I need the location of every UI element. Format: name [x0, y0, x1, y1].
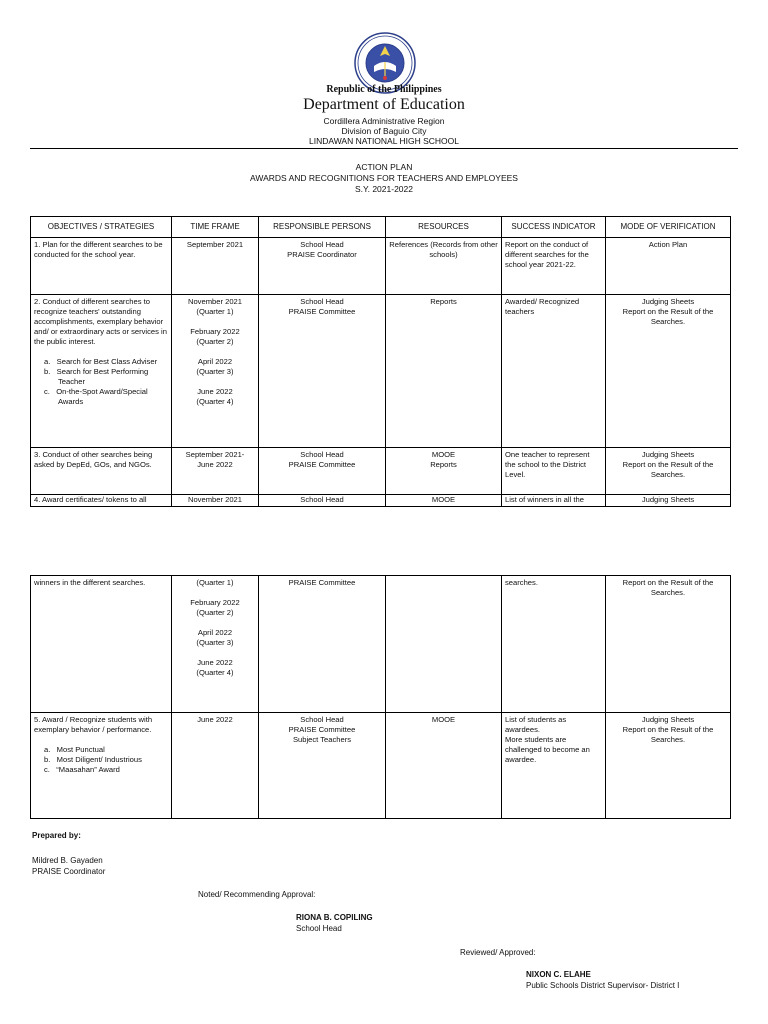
doc-title: ACTION PLAN	[355, 162, 413, 172]
indicator-cell: One teacher to represent the school to the District Level.	[502, 448, 606, 495]
verification-cell: Judging Sheets Report on the Result of the Searches.	[606, 295, 731, 448]
verification-cell: Action Plan	[606, 238, 731, 295]
objective-cell: 4. Award certificates/ tokens to all	[31, 495, 172, 507]
indicator-cell: List of winners in all the	[502, 495, 606, 507]
reviewed-label: Reviewed/ Approved:	[460, 948, 536, 957]
table-row	[31, 448, 731, 495]
sub-item-list	[34, 357, 168, 407]
prepared-by-label: Prepared by:	[32, 831, 81, 840]
objective-cell: 3. Conduct of other searches being asked by DepEd, GOs, and NGOs.	[31, 448, 172, 495]
responsible-cell: School Head PRAISE Committee	[259, 448, 386, 495]
verification-cell: Judging Sheets Report on the Result of the Searches.	[606, 713, 731, 819]
division-label: Division of Baguio City	[341, 126, 427, 136]
list-item: c. On-the-Spot Award/Special Awards	[44, 387, 148, 406]
responsible-cell: School Head PRAISE Committee Subject Teachers	[259, 713, 386, 819]
list-item: a. Search for Best Class Adviser	[44, 357, 158, 366]
header-divider	[30, 148, 738, 149]
verification-cell: Judging Sheets Report on the Result of the Searches.	[606, 448, 731, 495]
indicator-cell: Awarded/ Recognized teachers	[502, 295, 606, 448]
table-row	[31, 238, 731, 295]
list-item: b. Most Diligent/ Industrious	[44, 755, 142, 764]
time-frame-cell: November 2021 (Quarter 1) February 2022 (Quarter 2) April 2022 (Quarter 3) June 2022 (Quarter 4)	[172, 295, 259, 448]
objective-cell: winners in the different searches.	[31, 576, 172, 713]
resources-cell: MOOE	[386, 713, 502, 819]
objective-cell: 1. Plan for the different searches to be conducted for the school year.	[31, 238, 172, 295]
school-name: LINDAWAN NATIONAL HIGH SCHOOL	[308, 136, 460, 146]
time-frame-cell: September 2021- June 2022	[172, 448, 259, 495]
doc-subtitle: AWARDS AND RECOGNITIONS FOR TEACHERS AND EMPLOYEES	[250, 173, 518, 183]
responsible-cell: School Head PRAISE Coordinator	[259, 238, 386, 295]
objective-text: 2. Conduct of different searches to recognize teachers' outstanding accomplishments, exemplary behavior and/ or extraordinary acts or services in the public interest.	[34, 297, 167, 346]
time-frame-cell: September 2021	[172, 238, 259, 295]
noted-title: School Head	[296, 924, 342, 933]
resources-cell: References (Records from other schools)	[386, 238, 502, 295]
reviewed-title: Public Schools District Supervisor- District I	[526, 981, 680, 990]
objective-cell	[31, 713, 172, 819]
responsible-cell: PRAISE Committee	[259, 576, 386, 713]
department-name: Department of Education	[303, 96, 465, 113]
time-frame-cell: November 2021	[172, 495, 259, 507]
list-item: c. “Maasahan” Award	[44, 765, 120, 774]
column-header: RESOURCES	[386, 217, 502, 238]
prepared-by-name: Mildred B. Gayaden	[32, 856, 103, 865]
verification-cell: Report on the Result of the Searches.	[606, 576, 731, 713]
table-row	[31, 713, 731, 819]
resources-cell: MOOE	[386, 495, 502, 507]
column-header: TIME FRAME	[172, 217, 259, 238]
republic-label: Republic of the Philippines	[326, 84, 442, 95]
table-row	[31, 295, 731, 448]
resources-cell: MOOE Reports	[386, 448, 502, 495]
resources-cell: Reports	[386, 295, 502, 448]
indicator-cell: List of students as awardees. More students are challenged to become an awardee.	[502, 713, 606, 819]
column-header: OBJECTIVES / STRATEGIES	[31, 217, 172, 238]
verification-cell: Judging Sheets	[606, 495, 731, 507]
responsible-cell: School Head	[259, 495, 386, 507]
resources-cell	[386, 576, 502, 713]
objective-text: 5. Award / Recognize students with exemplary behavior / performance.	[34, 715, 153, 734]
sub-item-list	[34, 745, 168, 775]
action-plan-table-continued	[30, 575, 731, 819]
list-item: a. Most Punctual	[44, 745, 105, 754]
table-row	[31, 495, 731, 507]
column-header: SUCCESS INDICATOR	[502, 217, 606, 238]
region-label: Cordillera Administrative Region	[323, 116, 445, 126]
reviewed-name: NIXON C. ELAHE	[526, 970, 591, 979]
indicator-cell: searches.	[502, 576, 606, 713]
noted-label: Noted/ Recommending Approval:	[198, 890, 316, 899]
list-item: b. Search for Best Performing Teacher	[44, 367, 149, 386]
time-frame-cell: June 2022	[172, 713, 259, 819]
prepared-by-title: PRAISE Coordinator	[32, 867, 106, 876]
doc-school-year: S.Y. 2021-2022	[355, 184, 413, 194]
objective-cell	[31, 295, 172, 448]
noted-name: RIONA B. COPILING	[296, 913, 373, 922]
column-header: RESPONSIBLE PERSONS	[259, 217, 386, 238]
column-header: MODE OF VERIFICATION	[606, 217, 731, 238]
table-row	[31, 576, 731, 713]
table-header-row	[31, 217, 731, 238]
responsible-cell: School Head PRAISE Committee	[259, 295, 386, 448]
indicator-cell: Report on the conduct of different searches for the school year 2021-22.	[502, 238, 606, 295]
action-plan-table	[30, 216, 731, 507]
time-frame-cell: (Quarter 1) February 2022 (Quarter 2) April 2022 (Quarter 3) June 2022 (Quarter 4)	[172, 576, 259, 713]
